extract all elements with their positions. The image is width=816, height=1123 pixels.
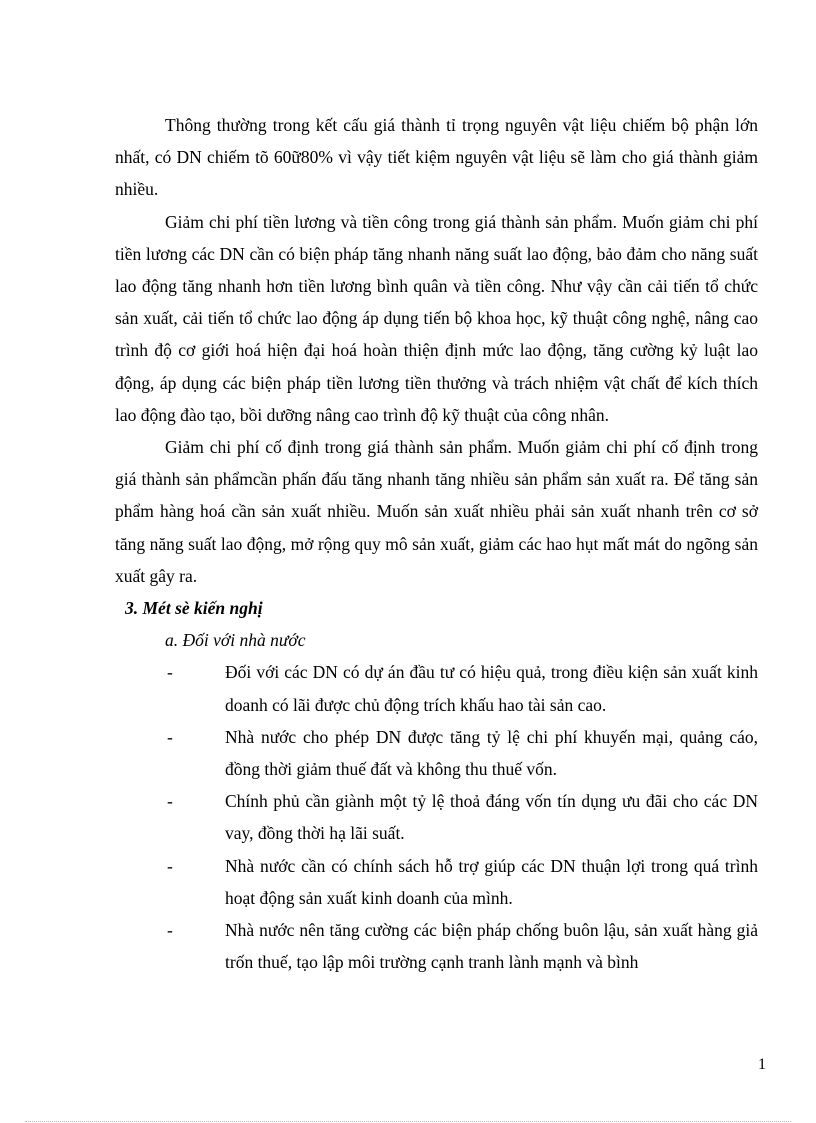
list-item: [115, 785, 758, 849]
paragraph-fixed-cost: Giảm chi phí cố định trong giá thành sản phẩm. Muốn giảm chi phí cố định trong giá thành sản phẩmcần phấn đấu tăng nhanh tăng nhiều sản phẩm sản xuất ra. Để tăng sản phẩm hàng hoá cần sản xuất nhiều. Muốn sản xuất nhiều phải sản xuất nhanh trên cơ sở tăng năng suất lao động, mở rộng quy mô sản xuất, giảm các hao hụt mất mát do ngõng sản xuất gây ra.: [115, 437, 758, 586]
bullet-marker: -: [167, 920, 173, 941]
bullet-marker: -: [167, 855, 173, 876]
list-item: [115, 721, 758, 785]
list-item-text: Đối với các DN có dự án đầu tư có hiệu quả, trong điều kiện sản xuất kinh doanh có lãi được chủ động trích khấu hao tài sản cao.: [225, 662, 758, 715]
paragraph-labor-cost: Giảm chi phí tiền lương và tiền công trong giá thành sản phẩm. Muốn giảm chi phí tiền lương các DN cần có biện pháp tăng nhanh năng suất lao động, bảo đảm cho năng suất lao động tăng nhanh hơn tiền lương bình quân và tiền công. Như vậy cần cải tiến tổ chức sản xuất, cải tiến tổ chức lao động áp dụng tiến bộ khoa học, kỹ thuật công nghệ, nâng cao trình độ cơ giới hoá hiện đại hoá hoàn thiện định mức lao động, tăng cường kỷ luật lao động, áp dụng các biện pháp tiền lương tiền thưởng và trách nhiệm vật chất để kích thích lao động đào tạo, bồi dưỡng nâng cao trình độ kỹ thuật của công nhân.: [115, 211, 758, 425]
section-heading: 3. Mét sè kiến nghị: [125, 598, 263, 619]
list-item-text: Nhà nước cần có chính sách hỗ trợ giúp các DN thuận lợi trong quá trình hoạt động sản xuất kinh doanh của mình.: [225, 855, 758, 908]
bullet-marker: -: [167, 791, 173, 812]
list-item-text: Chính phủ cần giành một tỷ lệ thoả đáng vốn tín dụng ưu đãi cho các DN vay, đồng thời hạ lãi suất.: [225, 791, 758, 844]
bullet-marker: -: [167, 726, 173, 747]
page-number: 1: [758, 1056, 766, 1073]
paragraph-material-cost: Thông thường trong kết cấu giá thành tỉ trọng nguyên vật liệu chiếm bộ phận lớn nhất, có DN chiếm tõ 60ữ80% vì vậy tiết kiệm nguyên vật liệu sẽ làm cho giá thành giảm nhiều.: [115, 115, 758, 200]
recommendation-list: [115, 656, 758, 978]
bullet-marker: -: [167, 662, 173, 683]
list-item-text: Nhà nước cho phép DN được tăng tỷ lệ chi phí khuyến mại, quảng cáo, đồng thời giảm thuế đất và không thu thuế vốn.: [225, 726, 758, 780]
page-content: [115, 109, 758, 978]
list-item-text: Nhà nước nên tăng cường các biện pháp chống buôn lậu, sản xuất hàng giả trốn thuế, tạo lập môi trường cạnh tranh lành mạnh và bình: [225, 920, 758, 973]
list-item: [115, 850, 758, 914]
list-item: [115, 914, 758, 978]
list-item: [115, 656, 758, 720]
page-bottom-divider: [25, 1121, 791, 1122]
sub-heading: a. Đối với nhà nước: [165, 630, 306, 651]
